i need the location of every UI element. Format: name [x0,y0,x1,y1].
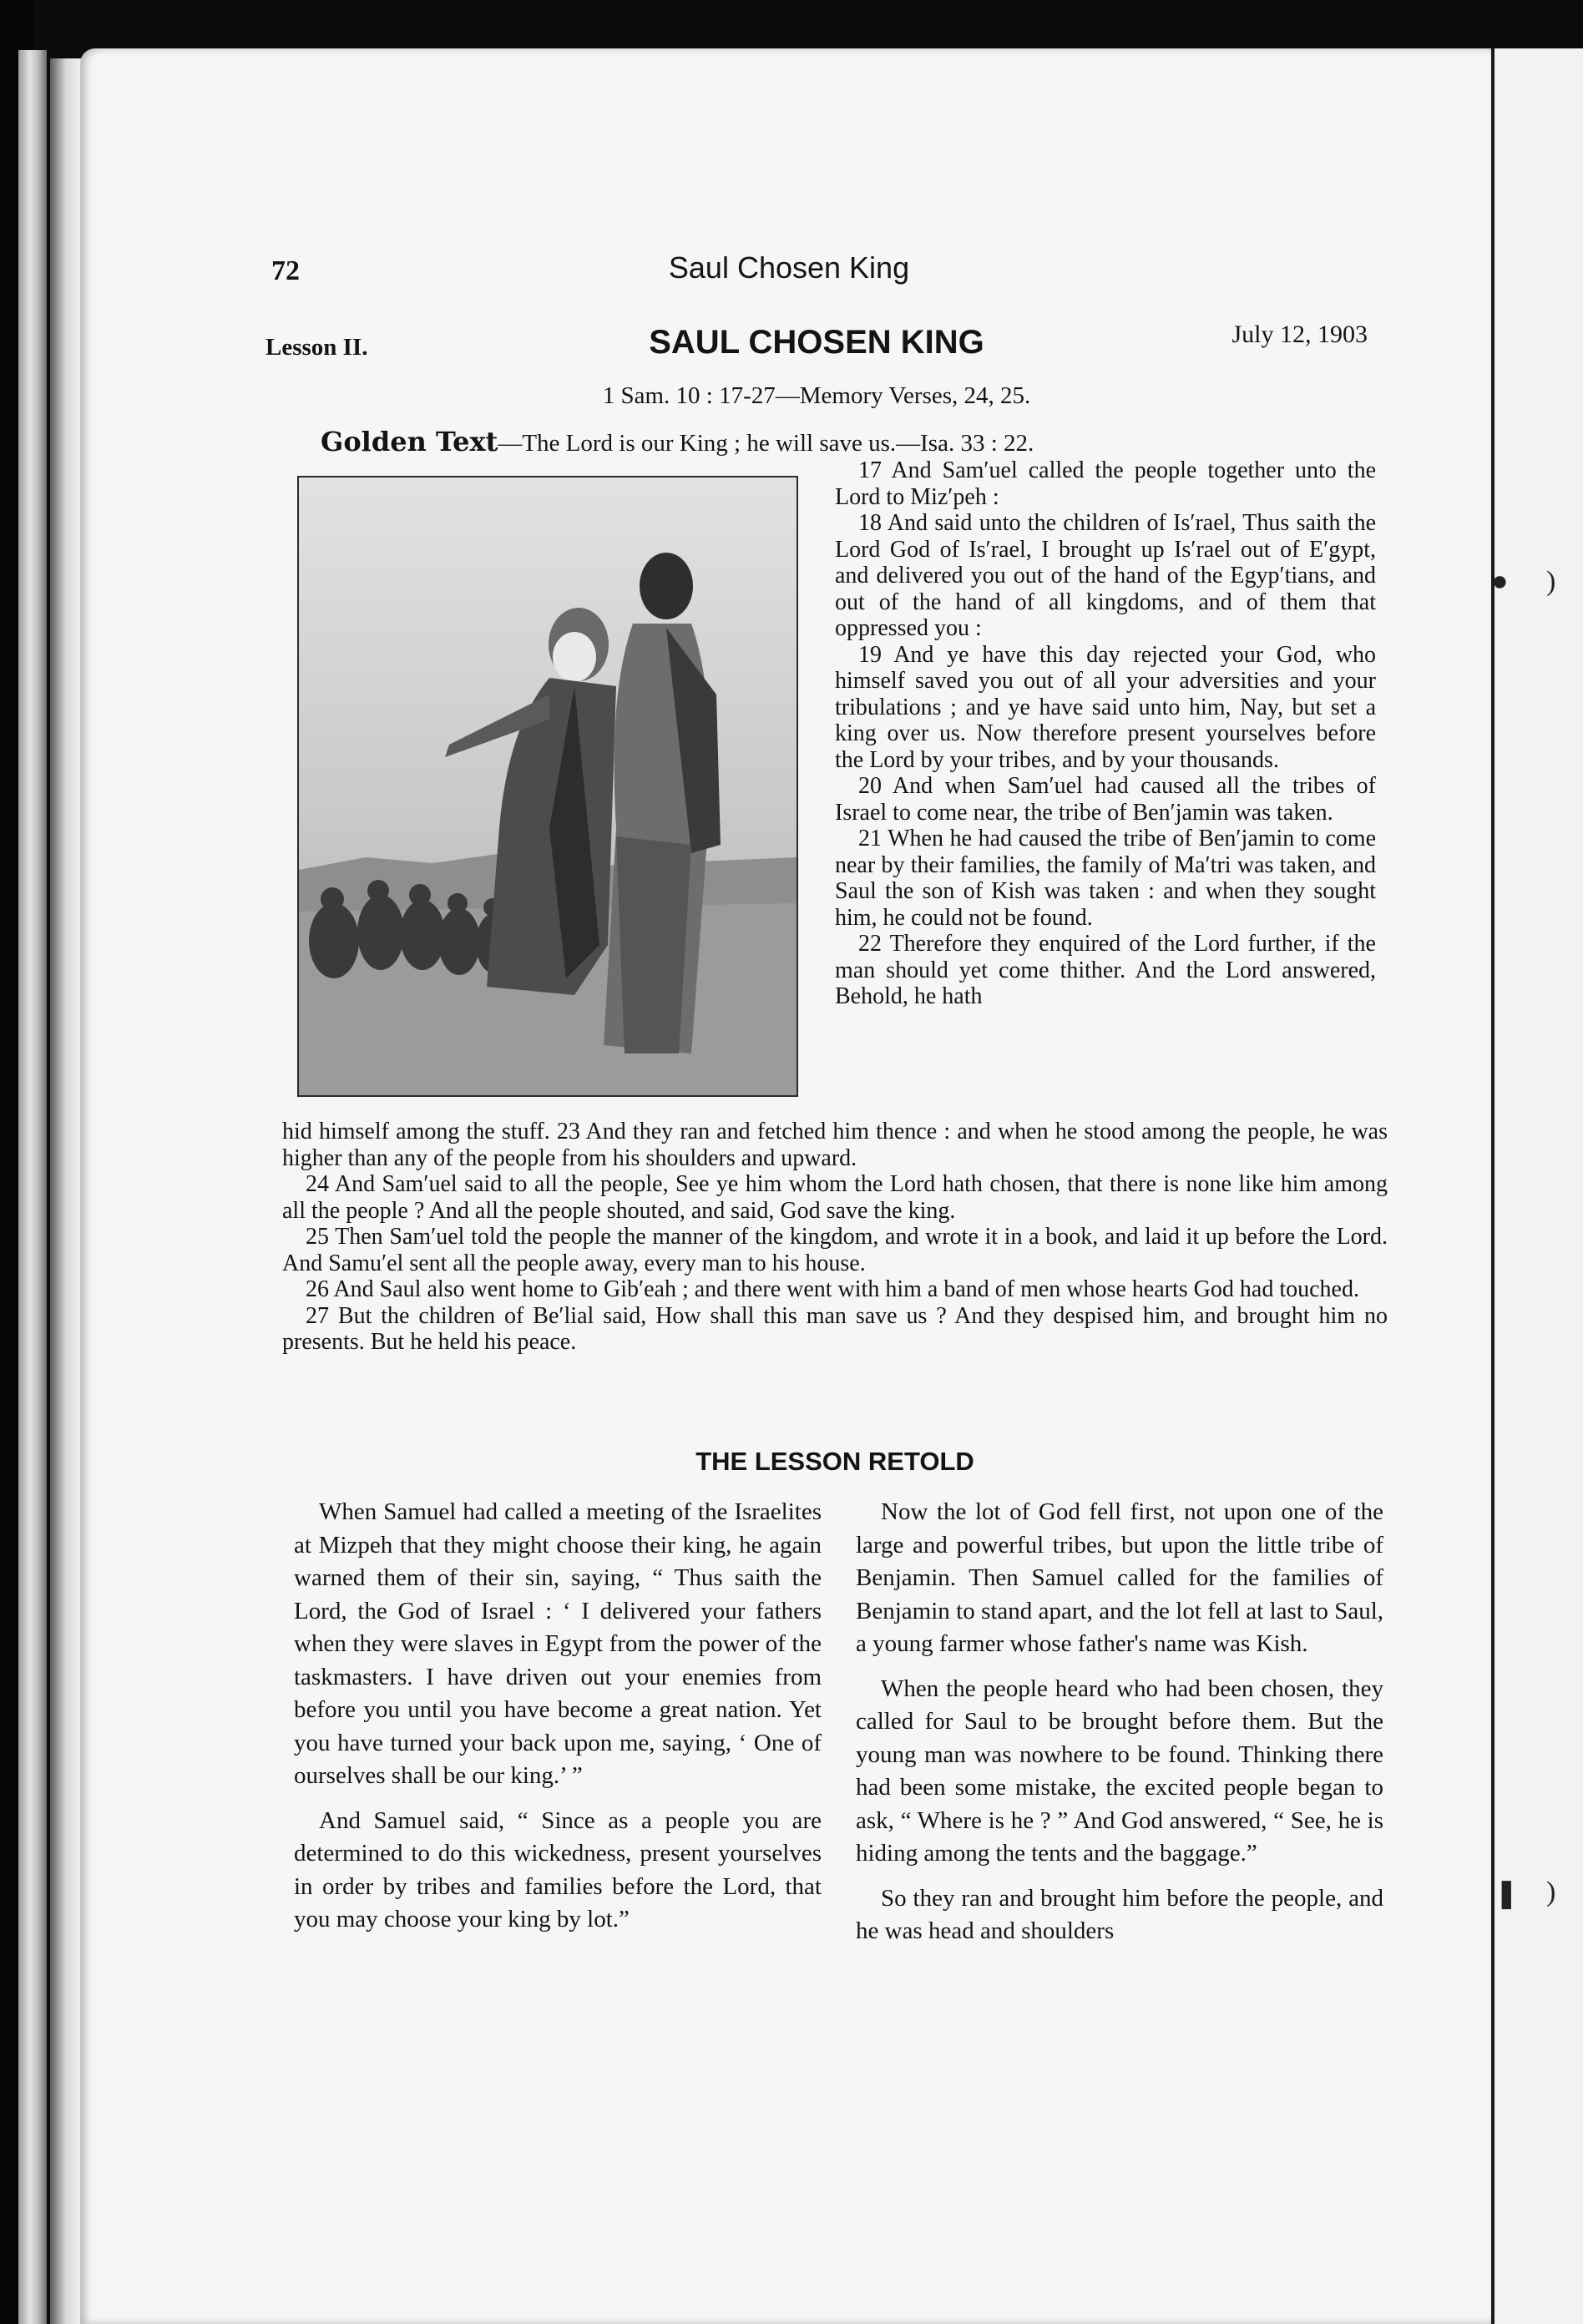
retold-paragraph: So they ran and brought him before the people, and he was head and shoulders [856,1884,1383,1944]
verse-22: 22 Therefore they enquired of the Lord further, if the man should yet come thither. And the Lord answered, Behold, he hath [835,931,1376,1009]
retold-right-column [856,1496,1383,1960]
verse-22-23-continued: hid himself among the stuff. 23 And they ran and fetched him thence : and when he stood among the people, he was higher than any of the people from his shoulders and upward. [282,1119,1388,1171]
facing-page-edge [1491,48,1583,2324]
retold-paragraph: Now the lot of God fell first, not upon one of the large and powerful tribes, but upon the little tribe of Benjamin. Then Samuel called for the families of Benjamin to stand apart, and the lot fell at last to Saul, a young farmer whose father's name was Kish. [856,1498,1383,1657]
verse-25: 25 Then Sam′uel told the people the manner of the kingdom, and wrote it in a book, and laid it up before the Lord. And Samu′el sent all the people away, every man to his house. [282,1224,1388,1276]
edge-blot-mark-lower: ❚ [1494,1878,1519,1909]
golden-text [321,426,1034,457]
lesson-retold-heading: THE LESSON RETOLD [695,1447,974,1476]
retold-paragraph: When the people heard who had been chosen, they called for Saul to be brought before them. But the young man was nowhere to be found. Thinking there had been some mistake, the excited people began to ask, “ Where is he ? ” And God answered, “ See, he is hiding among the tents and the baggage.” [856,1675,1383,1867]
edge-fragment-mark: ) [1546,566,1556,597]
lesson-title: SAUL CHOSEN KING [649,324,984,361]
edge-fragment-mark-lower: ) [1546,1877,1556,1907]
golden-text-body: —The Lord is our King ; he will save us.—Isa. 33 : 22. [498,430,1034,457]
book-gutter [50,58,82,2324]
verse-26: 26 And Saul also went home to Gib′eah ; and there went with him a band of men whose hearts God had touched. [306,1276,1359,1302]
lesson-illustration [297,476,798,1097]
edge-blot-mark: ● [1491,566,1509,597]
running-header [188,249,1390,290]
verse-20: 20 And when Sam′uel had caused all the tribes of Israel to come near, the tribe of Ben′jamin was taken. [835,773,1376,826]
retold-paragraph: And Samuel said, “ Since as a people you are determined to do this wickedness, present yourselves in order by tribes and families before the Lord, that you may choose your king by lot.” [294,1806,822,1932]
scripture-full-width [282,1119,1388,1356]
retold-paragraph: When Samuel had called a meeting of the Israelites at Mizpeh that they might choose their king, he again warned them of their sin, saying, “ Thus saith the Lord, the God of Israel : ‘ I delivered your fathers when they were slaves in Egypt from the power of the taskmasters. I have driven out your enemies from before you until you have become a great nation. Yet you have turned your back upon me, saying, ‘ One of ourselves shall be our king.’ ” [294,1498,822,1789]
running-title: Saul Chosen King [668,250,910,285]
scripture-reference: 1 Sam. 10 : 17-27—Memory Verses, 24, 25. [602,382,1031,409]
scripture-right-column [835,457,1376,1010]
page-number: 72 [271,255,300,286]
lesson-header [266,321,1368,367]
golden-text-label: Golden Text [321,426,498,457]
verse-19: 19 And ye have this day rejected your God, who himself saved you out of all your adversities and your tribulations ; and ye have said unto him, Nay, but set a king over us. Now therefore present yourselves before the Lord by your tribes, and by your thousands. [835,641,1376,773]
verse-18: 18 And said unto the children of Is′rael, Thus saith the Lord God of Is′rael, I brought up Is′rael out of E′gypt, and delivered you out of the hand of the Egyp′tians, and out of the hand of all kingdoms, and of them that oppressed you : [835,510,1376,641]
lesson-label: Lesson II. [266,334,368,361]
verse-24: 24 And Sam′uel said to all the people, See ye him whom the Lord hath chosen, that there is none like him among all the people ? And all the people shouted, and said, God save the king. [282,1171,1388,1224]
verse-21: 21 When he had caused the tribe of Ben′jamin to come near by their families, the family of Ma′tri was taken, and Saul the son of Kish was taken : and when they sought him, he could not be found. [835,826,1376,931]
book-binding-edge [18,50,47,2324]
illustration-figures [299,477,797,1095]
retold-left-column [294,1496,822,1948]
verse-17: 17 And Sam′uel called the people together unto the Lord to Miz′peh : [835,457,1376,510]
verse-27: 27 But the children of Be′lial said, How shall this man save us ? And they despised him, and brought him no presents. But he held his peace. [282,1302,1388,1355]
lesson-date: July 12, 1903 [1232,321,1368,348]
